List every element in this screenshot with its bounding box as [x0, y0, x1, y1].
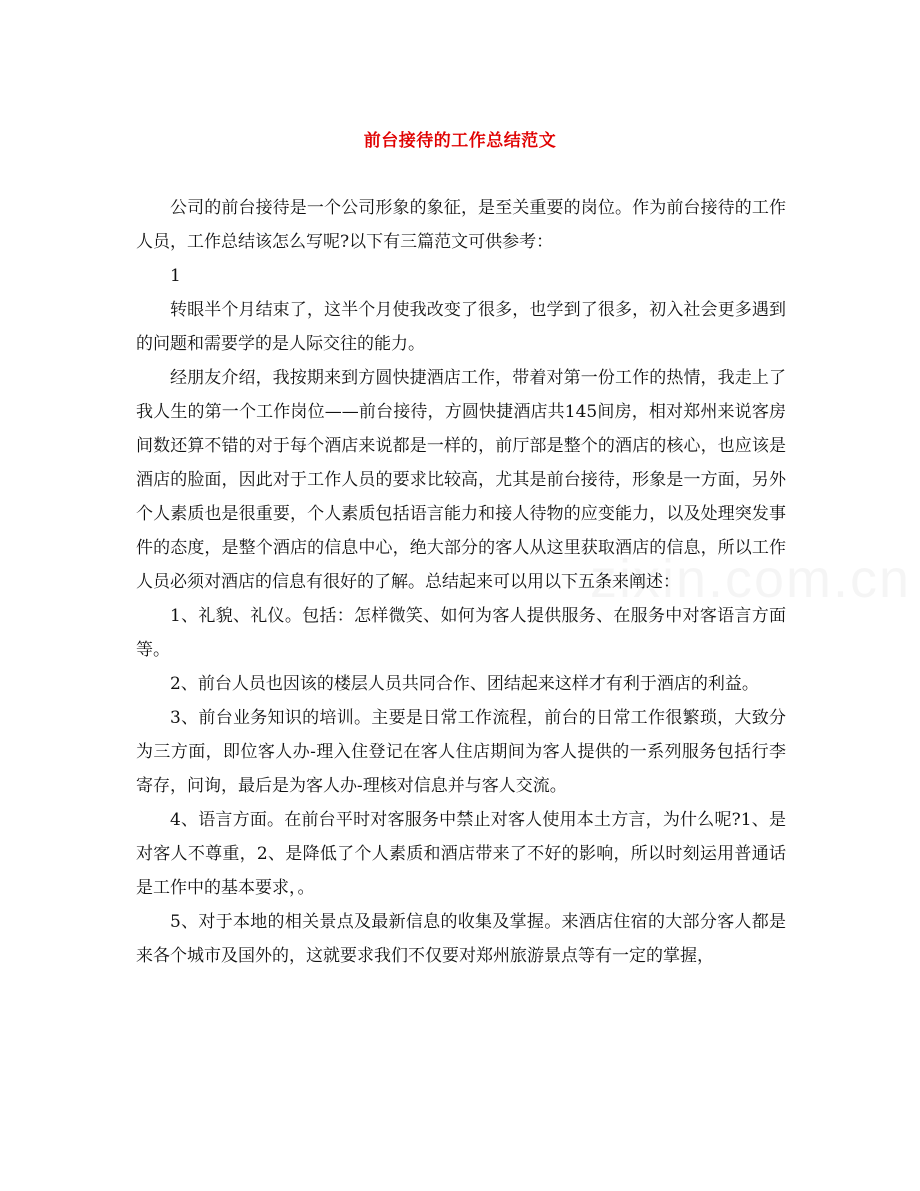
document-title: 前台接待的工作总结范文	[363, 131, 557, 151]
section-number: 1	[170, 266, 181, 286]
list-item-3: 3、前台业务知识的培训。主要是日常工作流程，前台的日常工作很繁琐，大致分为三方面，即位客人办-理入住登记在客人住店期间为客人提供的一系列服务包括行李寄存，问询，最后是为客人办-理核对信息并与客人交流。	[136, 708, 786, 796]
paragraph-opening: 转眼半个月结束了，这半个月使我改变了很多，也学到了很多，初入社会更多遇到的问题和需要学的是人际交往的能力。	[136, 300, 786, 354]
list-item-5: 5、对于本地的相关景点及最新信息的收集及掌握。来酒店住宿的大部分客人都是来各个城市及国外的，这就要求我们不仅要对郑州旅游景点等有一定的掌握，	[136, 912, 786, 966]
paragraph-background: 经朋友介绍，我按期来到方圆快捷酒店工作，带着对第一份工作的热情，我走上了我人生的第一个工作岗位——前台接待，方圆快捷酒店共145间房，相对郑州来说客房间数还算不错的对于每个酒店来说都是一样的，前厅部是整个的酒店的核心，也应该是酒店的脸面，因此对于工作人员的要求比较高，尤其是前台接待，形象是一方面，另外个人素质也是很重要，个人素质包括语言能力和接人待物的应变能力，以及处理突发事件的态度，是整个酒店的信息中心，绝大部分的客人从这里获取酒店的信息，所以工作人员必须对酒店的信息有很好的了解。总结起来可以用以下五条来阐述：	[136, 368, 786, 592]
list-item-4: 4、语言方面。在前台平时对客服务中禁止对客人使用本土方言，为什么呢?1、是对客人不尊重，2、是降低了个人素质和酒店带来了不好的影响，所以时刻运用普通话是工作中的基本要求，。	[136, 810, 786, 898]
paragraph-intro: 公司的前台接待是一个公司形象的象征，是至关重要的岗位。作为前台接待的工作人员，工作总结该怎么写呢?以下有三篇范文可供参考：	[136, 198, 786, 252]
list-item-2: 2、前台人员也因该的楼层人员共同合作、团结起来这样才有利于酒店的利益。	[170, 674, 759, 694]
list-item-1: 1、礼貌、礼仪。包括：怎样微笑、如何为客人提供服务、在服务中对客语言方面等。	[136, 606, 786, 660]
document-body	[136, 191, 786, 973]
